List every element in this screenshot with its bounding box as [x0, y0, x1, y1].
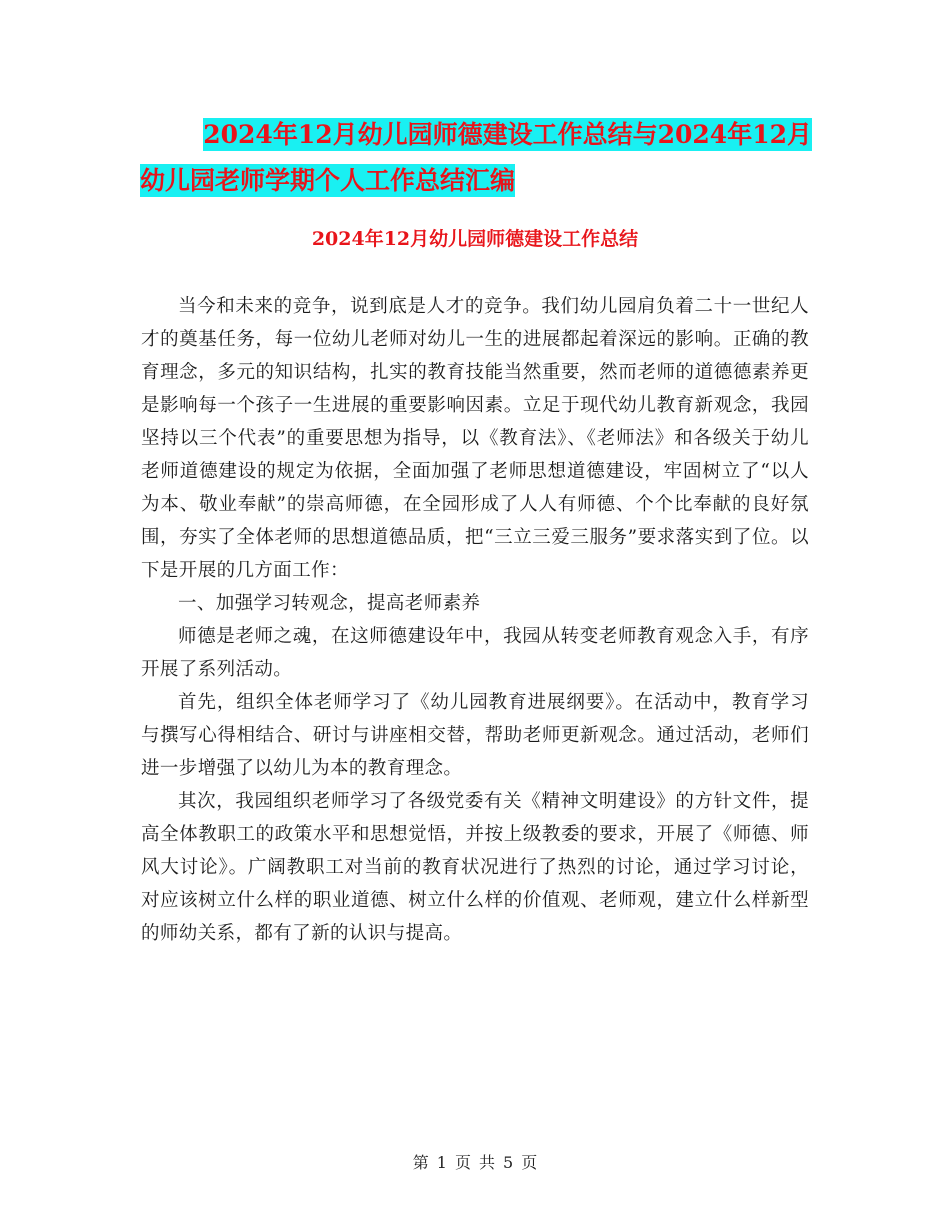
page-footer	[0, 1150, 950, 1173]
main-title-line-2-text: 幼儿园老师学期个人工作总结汇编	[140, 166, 516, 195]
footer-current-page: 1	[436, 1153, 447, 1172]
paragraph-2: 师德是老师之魂，在这师德建设年中，我园从转变老师教育观念入手，有序开展了系列活动。	[141, 626, 809, 680]
footer-total-label: 共	[479, 1153, 496, 1172]
document-body	[141, 290, 809, 950]
main-title-line-1	[140, 112, 820, 158]
paragraph-4: 其次，我园组织老师学习了各级党委有关《精神文明建设》的方针文件，提高全体教职工的政策水平和思想觉悟，并按上级教委的要求，开展了《师德、师风大讨论》。广阔教职工对当前的教育状况进行了热烈的讨论，通过学习讨论，对应该树立什么样的职业道德、树立什么样的价值观、老师观，建立什么样新型的师幼关系，都有了新的认识与提高。	[141, 791, 809, 944]
section-title: 2024年12月幼儿园师德建设工作总结	[311, 228, 639, 250]
footer-page-label: 页	[454, 1153, 471, 1172]
footer-prefix: 第	[412, 1153, 429, 1172]
paragraph-1: 当今和未来的竞争，说到底是人才的竞争。我们幼儿园肩负着二十一世纪人才的奠基任务，每一位幼儿老师对幼儿一生的进展都起着深远的影响。正确的教育理念，多元的知识结构，扎实的教育技能当然重要，然而老师的道德德素养更是影响每一个孩子一生进展的重要影响因素。立足于现代幼儿教育新观念，我园坚持以三个代表”的重要思想为指导，以《教育法》、《老师法》和各级关于幼儿老师道德建设的规定为依据，全面加强了老师思想道德建设，牢固树立了“以人为本、敬业奉献”的崇高师德，在全园形成了人人有师德、个个比奉献的良好氛围，夯实了全体老师的思想道德品质，把“三立三爱三服务”要求落实到了位。以下是开展的几方面工作：	[141, 296, 809, 581]
footer-total-pages: 5	[503, 1153, 514, 1172]
main-title-line-1-text: 2024年12月幼儿园师德建设工作总结与2024年12月	[203, 120, 812, 149]
document-main-title	[140, 112, 820, 204]
paragraph-heading-1: 一、加强学习转观念，提高老师素养	[178, 593, 481, 614]
main-title-line-2	[140, 158, 820, 204]
paragraph-3: 首先，组织全体老师学习了《幼儿园教育进展纲要》。在活动中，教育学习与撰写心得相结合、研讨与讲座相交替，帮助老师更新观念。通过活动，老师们进一步增强了以幼儿为本的教育理念。	[141, 692, 809, 779]
footer-page-end-label: 页	[521, 1153, 538, 1172]
